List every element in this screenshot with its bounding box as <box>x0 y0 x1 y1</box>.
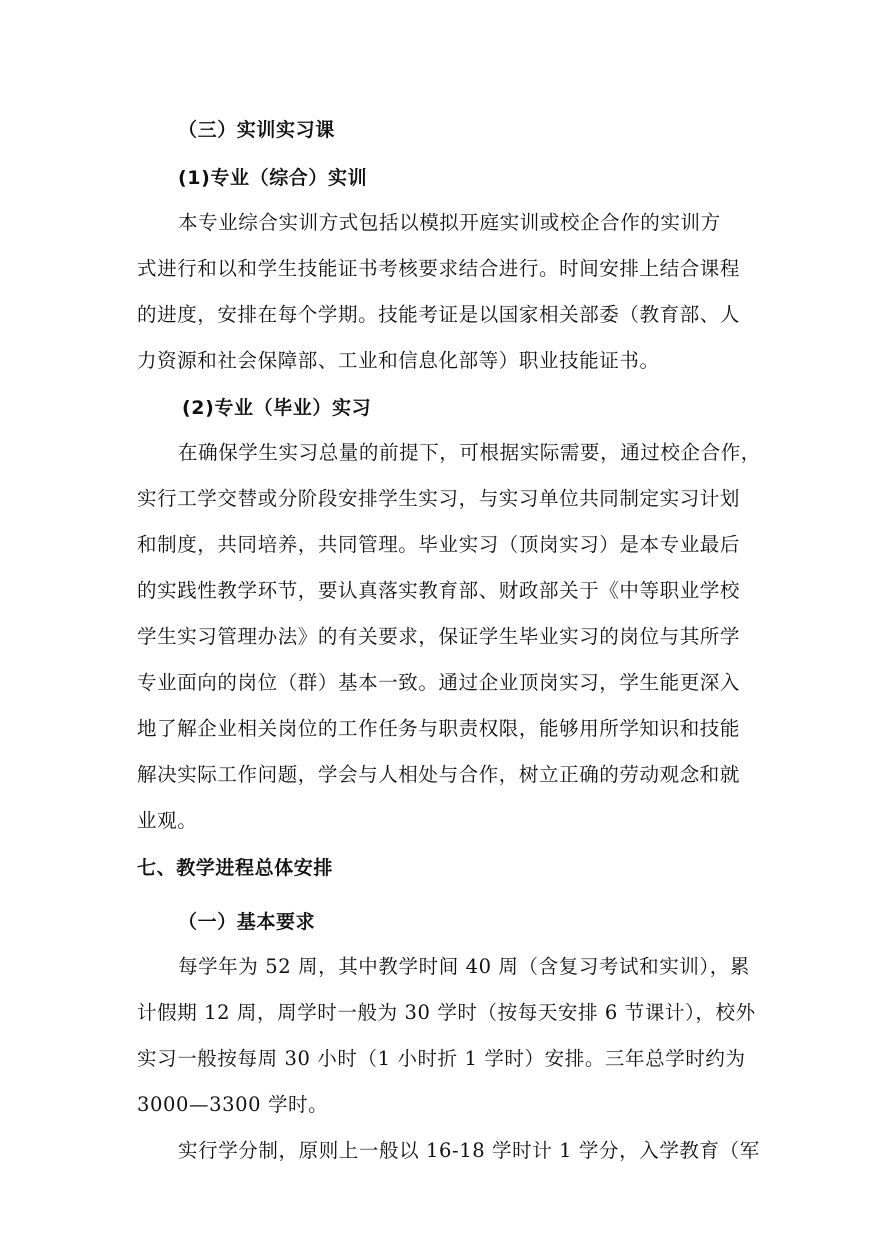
paragraph-2-line-9: 业观。 <box>137 809 198 832</box>
paragraph-1-line-1: 本专业综合实训方式包括以模拟开庭实训或校企合作的实训方 <box>178 211 721 234</box>
paragraph-2-line-8: 解决实际工作问题，学会与人相处与合作，树立正确的劳动观念和就 <box>137 763 741 786</box>
paragraph-2-line-5: 学生实习管理办法》的有关要求，保证学生毕业实习的岗位与其所学 <box>137 625 741 648</box>
paragraph-2-line-1: 在确保学生实习总量的前提下，可根据实际需要，通过校企合作， <box>178 441 761 464</box>
paragraph-2-line-6: 专业面向的岗位（群）基本一致。通过企业顶岗实习，学生能更深入 <box>137 671 741 694</box>
paragraph-4-line-1: 实行学分制，原则上一般以 16-18 学时计 1 学分，入学教育（军 <box>178 1139 760 1162</box>
heading-practical-course: （三）实训实习课 <box>178 119 335 141</box>
sub-heading-professional-training: (1)专业（综合）实训 <box>178 167 368 189</box>
paragraph-3-line-3: 实习一般按每周 30 小时（1 小时折 1 学时）安排。三年总学时约为 <box>137 1047 746 1070</box>
paragraph-3-line-2: 计假期 12 周，周学时一般为 30 学时（按每天安排 6 节课计），校外 <box>137 1001 756 1024</box>
paragraph-1-line-3: 的进度，安排在每个学期。技能考证是以国家相关部委（教育部、人 <box>137 303 741 326</box>
paragraph-1-line-4: 力资源和社会保障部、工业和信息化部等）职业技能证书。 <box>137 349 660 372</box>
sub-heading-graduation-internship: (2)专业（毕业）实习 <box>182 397 372 419</box>
paragraph-2-line-3: 和制度，共同培养，共同管理。毕业实习（顶岗实习）是本专业最后 <box>137 533 741 556</box>
paragraph-1-line-2: 式进行和以和学生技能证书考核要求结合进行。时间安排上结合课程 <box>137 257 741 280</box>
section-heading-teaching-schedule: 七、教学进程总体安排 <box>137 857 334 879</box>
paragraph-3-line-4: 3000—3300 学时。 <box>137 1093 329 1116</box>
paragraph-2-line-7: 地了解企业相关岗位的工作任务与职责权限，能够用所学知识和技能 <box>137 717 741 740</box>
heading-basic-requirements: （一）基本要求 <box>178 911 316 933</box>
paragraph-3-line-1: 每学年为 52 周，其中教学时间 40 周（含复习考试和实训），累 <box>178 955 750 978</box>
paragraph-2-line-4: 的实践性教学环节，要认真落实教育部、财政部关于《中等职业学校 <box>137 579 741 602</box>
paragraph-2-line-2: 实行工学交替或分阶段安排学生实习，与实习单位共同制定实习计划 <box>137 487 741 510</box>
